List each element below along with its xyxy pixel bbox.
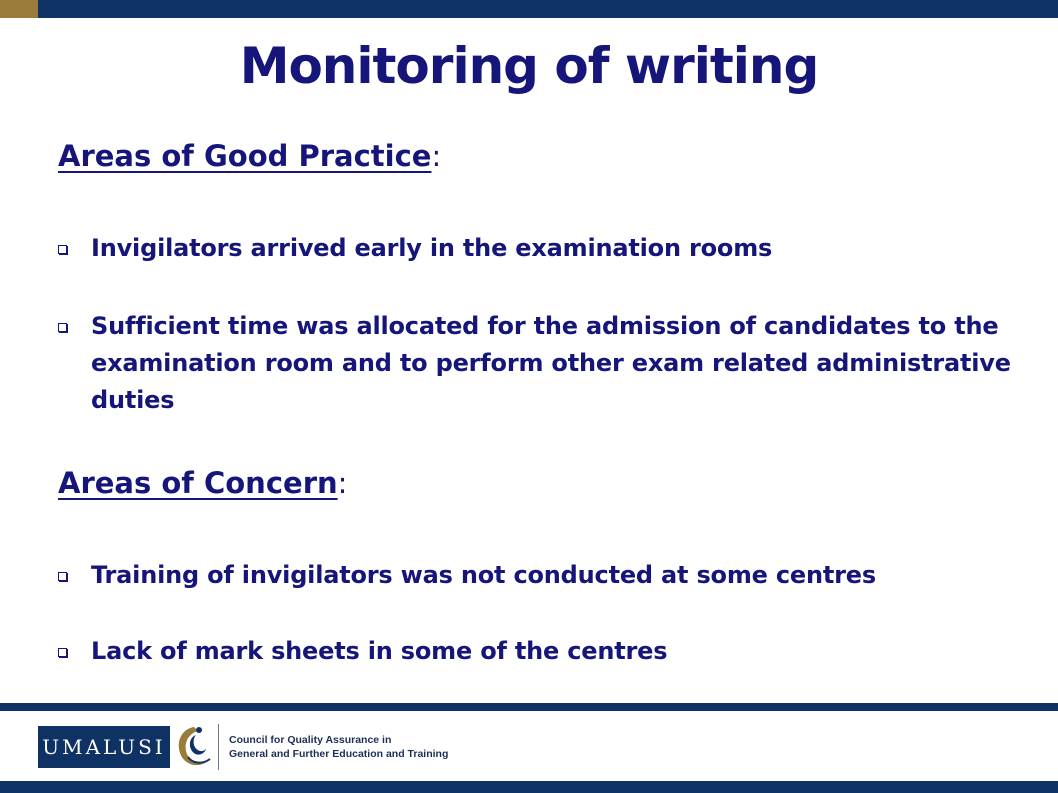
bullet-text: Training of invigilators was not conducted at some centres [91, 561, 876, 589]
bullet-text: Invigilators arrived early in the examination rooms [91, 234, 773, 262]
list-item [58, 230, 1018, 267]
footer-logo-divider [218, 724, 219, 770]
top-accent-block [0, 0, 38, 18]
footer-tagline [229, 733, 448, 761]
section-heading-label: Areas of Concern [58, 466, 338, 500]
logo-text: UMALUSI [42, 735, 166, 759]
bullet-text: Sufficient time was allocated for the admission of candidates to the examination room and to perform other exam related administrative duties [91, 312, 1011, 414]
bottom-bar [0, 781, 1058, 793]
heading-colon: : [431, 139, 442, 173]
heading-colon: : [337, 466, 348, 500]
umalusi-logo [38, 726, 170, 768]
tagline-line-1: Council for Quality Assurance in [229, 734, 392, 746]
square-bullet-icon [58, 245, 67, 254]
list-item [58, 633, 1018, 670]
bullet-text: Lack of mark sheets in some of the centres [91, 637, 668, 665]
section-heading-good-practice [58, 138, 441, 174]
square-bullet-icon [58, 323, 67, 332]
list-item [58, 308, 1018, 419]
section-heading-label: Areas of Good Practice [58, 139, 432, 173]
list-item [58, 557, 1018, 594]
umalusi-emblem-icon [172, 721, 216, 773]
slide-title: Monitoring of writing [239, 37, 819, 95]
square-bullet-icon [58, 648, 67, 657]
tagline-line-2: General and Further Education and Training [229, 748, 449, 760]
footer-divider-bar [0, 703, 1058, 711]
section-heading-concern [58, 465, 347, 501]
top-header-bar [0, 0, 1058, 18]
square-bullet-icon [58, 572, 67, 581]
